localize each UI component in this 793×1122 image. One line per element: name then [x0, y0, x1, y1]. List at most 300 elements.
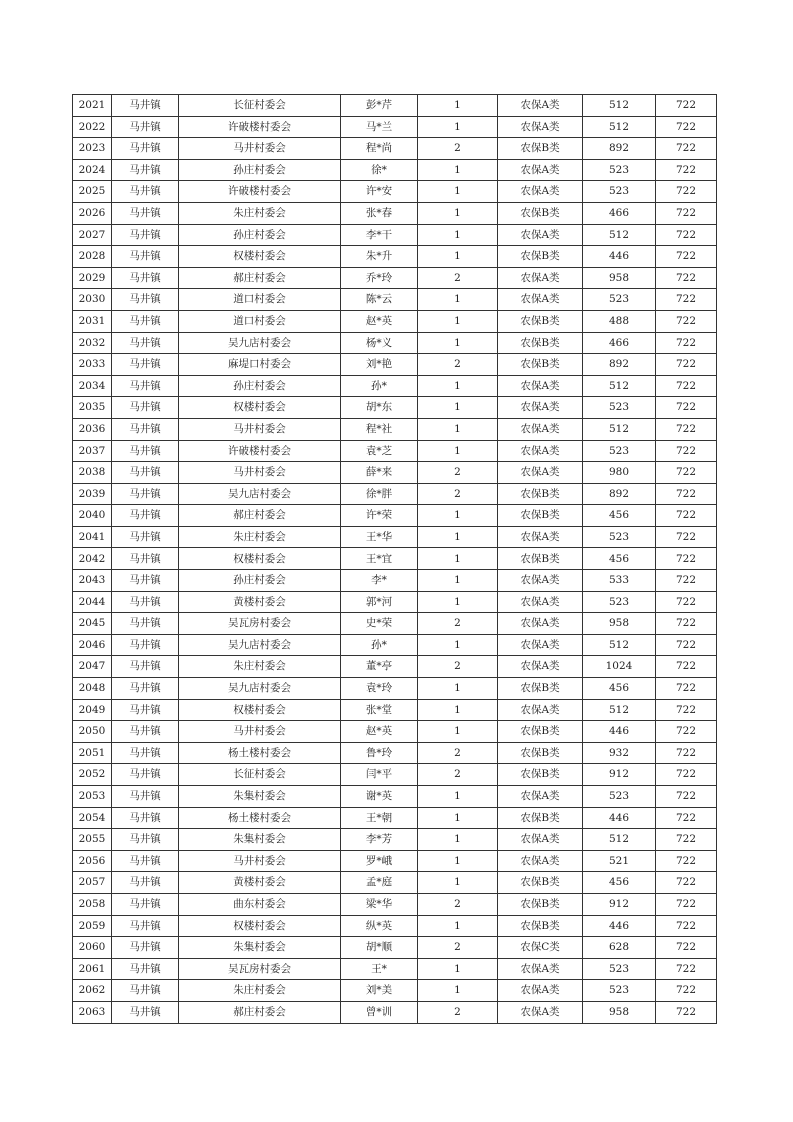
standard-cell: 722 [656, 440, 717, 462]
row-number-cell: 2047 [73, 656, 112, 678]
table-row [73, 1001, 717, 1023]
amount-cell: 932 [583, 742, 656, 764]
insurance-category-cell: 农保A类 [498, 440, 583, 462]
row-number-cell: 2041 [73, 526, 112, 548]
household-count-cell: 1 [418, 980, 498, 1002]
person-name-cell: 李*芳 [341, 829, 418, 851]
town-cell: 马井镇 [112, 354, 179, 376]
row-number-cell: 2046 [73, 634, 112, 656]
village-committee-cell: 朱庄村委会 [179, 656, 341, 678]
village-committee-cell: 郝庄村委会 [179, 505, 341, 527]
table-row [73, 483, 717, 505]
insurance-category-cell: 农保A类 [498, 958, 583, 980]
row-number-cell: 2053 [73, 786, 112, 808]
household-count-cell: 1 [418, 159, 498, 181]
village-committee-cell: 朱庄村委会 [179, 980, 341, 1002]
village-committee-cell: 权楼村委会 [179, 397, 341, 419]
row-number-cell: 2060 [73, 937, 112, 959]
town-cell: 马井镇 [112, 1001, 179, 1023]
table-row [73, 246, 717, 268]
table-row [73, 570, 717, 592]
insurance-category-cell: 农保A类 [498, 418, 583, 440]
household-count-cell: 2 [418, 267, 498, 289]
amount-cell: 446 [583, 807, 656, 829]
person-name-cell: 胡*顺 [341, 937, 418, 959]
standard-cell: 722 [656, 397, 717, 419]
person-name-cell: 鲁*玲 [341, 742, 418, 764]
person-name-cell: 薛*来 [341, 462, 418, 484]
standard-cell: 722 [656, 915, 717, 937]
standard-cell: 722 [656, 1001, 717, 1023]
amount-cell: 521 [583, 850, 656, 872]
town-cell: 马井镇 [112, 937, 179, 959]
row-number-cell: 2036 [73, 418, 112, 440]
table-row [73, 375, 717, 397]
table-row [73, 289, 717, 311]
insurance-category-cell: 农保B类 [498, 310, 583, 332]
household-count-cell: 2 [418, 354, 498, 376]
table-row [73, 829, 717, 851]
person-name-cell: 闫*平 [341, 764, 418, 786]
standard-cell: 722 [656, 893, 717, 915]
standard-cell: 722 [656, 764, 717, 786]
insurance-category-cell: 农保B类 [498, 742, 583, 764]
village-committee-cell: 马井村委会 [179, 721, 341, 743]
person-name-cell: 张*堂 [341, 699, 418, 721]
village-committee-cell: 许破楼村委会 [179, 181, 341, 203]
amount-cell: 488 [583, 310, 656, 332]
town-cell: 马井镇 [112, 159, 179, 181]
household-count-cell: 1 [418, 505, 498, 527]
amount-cell: 533 [583, 570, 656, 592]
person-name-cell: 程*社 [341, 418, 418, 440]
insurance-category-cell: 农保B类 [498, 915, 583, 937]
village-committee-cell: 道口村委会 [179, 289, 341, 311]
village-committee-cell: 孙庄村委会 [179, 159, 341, 181]
town-cell: 马井镇 [112, 807, 179, 829]
town-cell: 马井镇 [112, 721, 179, 743]
table-row [73, 634, 717, 656]
amount-cell: 958 [583, 267, 656, 289]
row-number-cell: 2055 [73, 829, 112, 851]
amount-cell: 892 [583, 354, 656, 376]
row-number-cell: 2035 [73, 397, 112, 419]
row-number-cell: 2027 [73, 224, 112, 246]
household-count-cell: 1 [418, 678, 498, 700]
village-committee-cell: 孙庄村委会 [179, 375, 341, 397]
person-name-cell: 许*安 [341, 181, 418, 203]
table-row [73, 958, 717, 980]
village-committee-cell: 曲东村委会 [179, 893, 341, 915]
town-cell: 马井镇 [112, 634, 179, 656]
person-name-cell: 刘*艳 [341, 354, 418, 376]
town-cell: 马井镇 [112, 850, 179, 872]
town-cell: 马井镇 [112, 397, 179, 419]
table-row [73, 224, 717, 246]
row-number-cell: 2048 [73, 678, 112, 700]
row-number-cell: 2052 [73, 764, 112, 786]
row-number-cell: 2031 [73, 310, 112, 332]
standard-cell: 722 [656, 310, 717, 332]
row-number-cell: 2058 [73, 893, 112, 915]
row-number-cell: 2045 [73, 613, 112, 635]
village-committee-cell: 朱集村委会 [179, 786, 341, 808]
insurance-category-cell: 农保A类 [498, 462, 583, 484]
table-row [73, 915, 717, 937]
standard-cell: 722 [656, 375, 717, 397]
village-committee-cell: 麻堤口村委会 [179, 354, 341, 376]
standard-cell: 722 [656, 937, 717, 959]
town-cell: 马井镇 [112, 548, 179, 570]
row-number-cell: 2039 [73, 483, 112, 505]
household-count-cell: 2 [418, 138, 498, 160]
village-committee-cell: 马井村委会 [179, 462, 341, 484]
household-count-cell: 1 [418, 829, 498, 851]
village-committee-cell: 杨土楼村委会 [179, 742, 341, 764]
household-count-cell: 1 [418, 807, 498, 829]
insurance-category-cell: 农保A类 [498, 591, 583, 613]
table-row [73, 397, 717, 419]
village-committee-cell: 黄楼村委会 [179, 872, 341, 894]
person-name-cell: 史*荣 [341, 613, 418, 635]
amount-cell: 980 [583, 462, 656, 484]
household-count-cell: 1 [418, 872, 498, 894]
household-count-cell: 2 [418, 893, 498, 915]
row-number-cell: 2062 [73, 980, 112, 1002]
table-row [73, 699, 717, 721]
insurance-category-cell: 农保A类 [498, 829, 583, 851]
amount-cell: 523 [583, 159, 656, 181]
town-cell: 马井镇 [112, 267, 179, 289]
town-cell: 马井镇 [112, 526, 179, 548]
row-number-cell: 2051 [73, 742, 112, 764]
insurance-category-cell: 农保A类 [498, 786, 583, 808]
person-name-cell: 董*亭 [341, 656, 418, 678]
amount-cell: 466 [583, 332, 656, 354]
household-count-cell: 2 [418, 937, 498, 959]
row-number-cell: 2033 [73, 354, 112, 376]
village-committee-cell: 吴九店村委会 [179, 332, 341, 354]
household-count-cell: 2 [418, 483, 498, 505]
insurance-category-cell: 农保B类 [498, 872, 583, 894]
amount-cell: 512 [583, 95, 656, 117]
person-name-cell: 纵*英 [341, 915, 418, 937]
village-committee-cell: 朱集村委会 [179, 937, 341, 959]
insurance-category-cell: 农保A类 [498, 267, 583, 289]
amount-cell: 628 [583, 937, 656, 959]
table-row [73, 159, 717, 181]
person-name-cell: 王*宜 [341, 548, 418, 570]
table-row [73, 721, 717, 743]
row-number-cell: 2056 [73, 850, 112, 872]
amount-cell: 1024 [583, 656, 656, 678]
table-row [73, 440, 717, 462]
standard-cell: 722 [656, 181, 717, 203]
roster-table-body [73, 95, 717, 1024]
standard-cell: 722 [656, 159, 717, 181]
insurance-category-cell: 农保A类 [498, 656, 583, 678]
amount-cell: 523 [583, 289, 656, 311]
standard-cell: 722 [656, 850, 717, 872]
village-committee-cell: 郝庄村委会 [179, 267, 341, 289]
standard-cell: 722 [656, 570, 717, 592]
person-name-cell: 李*干 [341, 224, 418, 246]
table-row [73, 267, 717, 289]
amount-cell: 523 [583, 440, 656, 462]
village-committee-cell: 孙庄村委会 [179, 224, 341, 246]
person-name-cell: 徐* [341, 159, 418, 181]
amount-cell: 512 [583, 116, 656, 138]
person-name-cell: 曾*训 [341, 1001, 418, 1023]
household-count-cell: 1 [418, 570, 498, 592]
household-count-cell: 1 [418, 418, 498, 440]
town-cell: 马井镇 [112, 980, 179, 1002]
amount-cell: 523 [583, 526, 656, 548]
standard-cell: 722 [656, 656, 717, 678]
household-count-cell: 1 [418, 915, 498, 937]
standard-cell: 722 [656, 462, 717, 484]
person-name-cell: 张*春 [341, 202, 418, 224]
standard-cell: 722 [656, 678, 717, 700]
household-count-cell: 2 [418, 613, 498, 635]
standard-cell: 722 [656, 483, 717, 505]
standard-cell: 722 [656, 786, 717, 808]
household-count-cell: 1 [418, 202, 498, 224]
table-row [73, 505, 717, 527]
standard-cell: 722 [656, 548, 717, 570]
person-name-cell: 袁*芝 [341, 440, 418, 462]
row-number-cell: 2029 [73, 267, 112, 289]
amount-cell: 892 [583, 483, 656, 505]
insurance-category-cell: 农保A类 [498, 224, 583, 246]
village-committee-cell: 长征村委会 [179, 95, 341, 117]
household-count-cell: 1 [418, 95, 498, 117]
household-count-cell: 1 [418, 181, 498, 203]
village-committee-cell: 吴九店村委会 [179, 483, 341, 505]
row-number-cell: 2026 [73, 202, 112, 224]
standard-cell: 722 [656, 591, 717, 613]
amount-cell: 446 [583, 246, 656, 268]
amount-cell: 523 [583, 591, 656, 613]
person-name-cell: 郭*河 [341, 591, 418, 613]
table-row [73, 591, 717, 613]
town-cell: 马井镇 [112, 95, 179, 117]
standard-cell: 722 [656, 505, 717, 527]
table-row [73, 656, 717, 678]
row-number-cell: 2023 [73, 138, 112, 160]
village-committee-cell: 吴九店村委会 [179, 678, 341, 700]
row-number-cell: 2054 [73, 807, 112, 829]
table-row [73, 937, 717, 959]
village-committee-cell: 权楼村委会 [179, 699, 341, 721]
town-cell: 马井镇 [112, 591, 179, 613]
standard-cell: 722 [656, 267, 717, 289]
standard-cell: 722 [656, 202, 717, 224]
amount-cell: 446 [583, 915, 656, 937]
insurance-category-cell: 农保B类 [498, 764, 583, 786]
table-row [73, 116, 717, 138]
town-cell: 马井镇 [112, 829, 179, 851]
table-row [73, 526, 717, 548]
row-number-cell: 2022 [73, 116, 112, 138]
town-cell: 马井镇 [112, 613, 179, 635]
town-cell: 马井镇 [112, 505, 179, 527]
standard-cell: 722 [656, 246, 717, 268]
town-cell: 马井镇 [112, 418, 179, 440]
household-count-cell: 1 [418, 246, 498, 268]
town-cell: 马井镇 [112, 224, 179, 246]
person-name-cell: 徐*胖 [341, 483, 418, 505]
household-count-cell: 1 [418, 699, 498, 721]
insurance-category-cell: 农保A类 [498, 980, 583, 1002]
person-name-cell: 彭*芹 [341, 95, 418, 117]
amount-cell: 523 [583, 980, 656, 1002]
roster-table [72, 94, 717, 1024]
town-cell: 马井镇 [112, 440, 179, 462]
insurance-category-cell: 农保B类 [498, 678, 583, 700]
town-cell: 马井镇 [112, 893, 179, 915]
table-row [73, 181, 717, 203]
table-row [73, 980, 717, 1002]
person-name-cell: 孙* [341, 634, 418, 656]
person-name-cell: 梁*华 [341, 893, 418, 915]
amount-cell: 446 [583, 721, 656, 743]
town-cell: 马井镇 [112, 483, 179, 505]
amount-cell: 512 [583, 418, 656, 440]
village-committee-cell: 朱集村委会 [179, 829, 341, 851]
table-row [73, 332, 717, 354]
insurance-category-cell: 农保B类 [498, 721, 583, 743]
household-count-cell: 1 [418, 375, 498, 397]
amount-cell: 456 [583, 678, 656, 700]
person-name-cell: 李* [341, 570, 418, 592]
standard-cell: 722 [656, 980, 717, 1002]
person-name-cell: 程*尚 [341, 138, 418, 160]
household-count-cell: 1 [418, 440, 498, 462]
table-row [73, 872, 717, 894]
row-number-cell: 2044 [73, 591, 112, 613]
insurance-category-cell: 农保A类 [498, 375, 583, 397]
standard-cell: 722 [656, 332, 717, 354]
standard-cell: 722 [656, 613, 717, 635]
village-committee-cell: 吴瓦房村委会 [179, 958, 341, 980]
standard-cell: 722 [656, 634, 717, 656]
town-cell: 马井镇 [112, 656, 179, 678]
insurance-category-cell: 农保A类 [498, 850, 583, 872]
household-count-cell: 1 [418, 397, 498, 419]
household-count-cell: 1 [418, 591, 498, 613]
table-row [73, 462, 717, 484]
amount-cell: 523 [583, 958, 656, 980]
row-number-cell: 2042 [73, 548, 112, 570]
town-cell: 马井镇 [112, 310, 179, 332]
insurance-category-cell: 农保B类 [498, 483, 583, 505]
household-count-cell: 1 [418, 958, 498, 980]
insurance-category-cell: 农保A类 [498, 634, 583, 656]
village-committee-cell: 权楼村委会 [179, 915, 341, 937]
insurance-category-cell: 农保B类 [498, 505, 583, 527]
village-committee-cell: 吴九店村委会 [179, 634, 341, 656]
village-committee-cell: 杨土楼村委会 [179, 807, 341, 829]
person-name-cell: 朱*升 [341, 246, 418, 268]
standard-cell: 722 [656, 872, 717, 894]
person-name-cell: 袁*玲 [341, 678, 418, 700]
standard-cell: 722 [656, 289, 717, 311]
row-number-cell: 2021 [73, 95, 112, 117]
person-name-cell: 孙* [341, 375, 418, 397]
table-row [73, 893, 717, 915]
town-cell: 马井镇 [112, 764, 179, 786]
row-number-cell: 2049 [73, 699, 112, 721]
person-name-cell: 乔*玲 [341, 267, 418, 289]
insurance-category-cell: 农保A类 [498, 159, 583, 181]
row-number-cell: 2063 [73, 1001, 112, 1023]
town-cell: 马井镇 [112, 181, 179, 203]
town-cell: 马井镇 [112, 872, 179, 894]
household-count-cell: 1 [418, 634, 498, 656]
table-row [73, 678, 717, 700]
town-cell: 马井镇 [112, 786, 179, 808]
village-committee-cell: 马井村委会 [179, 850, 341, 872]
town-cell: 马井镇 [112, 699, 179, 721]
standard-cell: 722 [656, 138, 717, 160]
village-committee-cell: 朱庄村委会 [179, 526, 341, 548]
table-row [73, 786, 717, 808]
household-count-cell: 2 [418, 656, 498, 678]
town-cell: 马井镇 [112, 958, 179, 980]
town-cell: 马井镇 [112, 375, 179, 397]
town-cell: 马井镇 [112, 116, 179, 138]
amount-cell: 456 [583, 548, 656, 570]
village-committee-cell: 长征村委会 [179, 764, 341, 786]
row-number-cell: 2032 [73, 332, 112, 354]
amount-cell: 512 [583, 375, 656, 397]
town-cell: 马井镇 [112, 742, 179, 764]
village-committee-cell: 马井村委会 [179, 138, 341, 160]
village-committee-cell: 郝庄村委会 [179, 1001, 341, 1023]
village-committee-cell: 朱庄村委会 [179, 202, 341, 224]
amount-cell: 958 [583, 613, 656, 635]
person-name-cell: 胡*东 [341, 397, 418, 419]
village-committee-cell: 许破楼村委会 [179, 440, 341, 462]
row-number-cell: 2037 [73, 440, 112, 462]
standard-cell: 722 [656, 95, 717, 117]
town-cell: 马井镇 [112, 138, 179, 160]
insurance-category-cell: 农保B类 [498, 202, 583, 224]
insurance-category-cell: 农保A类 [498, 699, 583, 721]
household-count-cell: 2 [418, 764, 498, 786]
table-row [73, 202, 717, 224]
village-committee-cell: 许破楼村委会 [179, 116, 341, 138]
table-row [73, 418, 717, 440]
row-number-cell: 2025 [73, 181, 112, 203]
standard-cell: 722 [656, 116, 717, 138]
village-committee-cell: 马井村委会 [179, 418, 341, 440]
insurance-category-cell: 农保B类 [498, 807, 583, 829]
standard-cell: 722 [656, 699, 717, 721]
amount-cell: 466 [583, 202, 656, 224]
household-count-cell: 1 [418, 310, 498, 332]
household-count-cell: 2 [418, 742, 498, 764]
row-number-cell: 2030 [73, 289, 112, 311]
standard-cell: 722 [656, 224, 717, 246]
insurance-category-cell: 农保A类 [498, 570, 583, 592]
household-count-cell: 1 [418, 721, 498, 743]
insurance-category-cell: 农保A类 [498, 1001, 583, 1023]
person-name-cell: 刘*美 [341, 980, 418, 1002]
standard-cell: 722 [656, 742, 717, 764]
village-committee-cell: 孙庄村委会 [179, 570, 341, 592]
